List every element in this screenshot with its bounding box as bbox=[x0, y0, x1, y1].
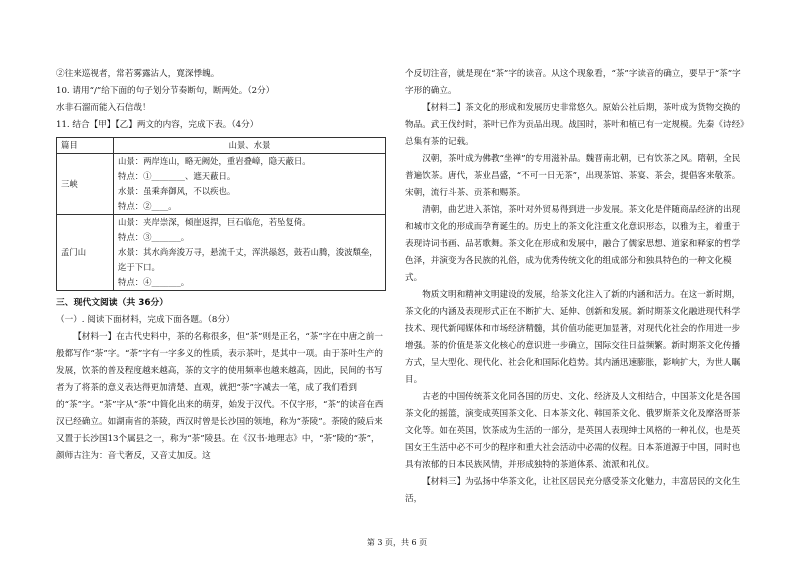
table-line: 特点：②____。 bbox=[118, 201, 177, 211]
page-footer: 第 3 页，共 6 页 bbox=[366, 538, 428, 547]
table-header-title: 篇目 bbox=[57, 138, 114, 154]
table-line: 水景：虽乘奔御风，不以疾也。 bbox=[118, 186, 236, 196]
material-2-paragraph: 【材料二】茶文化的形成和发展历史非常悠久。原始公社后期，茶叶成为货物交换的物品。武王伐纣时，茶叶已作为贡品出现。战国时，茶叶和植已有一定规模。先秦《诗经》总集有茶的记载。 bbox=[405, 103, 745, 147]
table-line: 山景：夹岸崇深，倾崖返捍，巨石临危，若坠复倚。 bbox=[118, 217, 311, 227]
material-1-continued: 个反切注音，就是现在“茶”字的读音。从这个现象看，“茶”字读音的确立，要早于“茶”字字形的确立。 bbox=[405, 69, 741, 96]
q9-item2: ②往来巡视者，常若雾露沾人，寛深悸魄。 bbox=[56, 69, 220, 79]
table-line: 山景：两岸连山，略无阙处，重岩叠嶂，隐天蔽日。 bbox=[118, 156, 311, 166]
material-2-paragraph: 物质文明和精神文明建设的发展，给茶文化注入了新的内涵和活力。在这一新时期，茶文化的内涵及表现形式正在不断扩大、延伸、创新和发展。新时期茶文化融进现代科学技术、现代新闻媒体和市场经济精髓，其价值功能更加显著，对现代化社会的作用进一步增强。茶的价值是茶文化核心的意识进一步确立，国际交往日益频繁。新时期茶文化传播方式，呈大型化、现代化、社会化和国际化趋势。其内涵迅速膨胀，影响扩大，为世人瞩目。 bbox=[405, 290, 741, 385]
table-line: 特点：④_______。 bbox=[118, 277, 190, 287]
scenery-table bbox=[56, 137, 386, 291]
right-column bbox=[405, 66, 745, 508]
subsection-1: （一）. 阅读下面材料，完成下面各题。（8分） bbox=[56, 315, 235, 325]
table-line: 特点：③_______。 bbox=[118, 232, 190, 242]
table-row-content bbox=[114, 215, 386, 291]
material-3: 【材料三】为弘扬中华茶文化，让社区居民充分感受茶文化魅力，丰富居民的文化生活， bbox=[405, 477, 741, 504]
question-10: 10. 请用“/”给下面的句子划分节奏断句，断两处。（2分） bbox=[56, 86, 275, 96]
section-3-title: 三、现代文阅读（共 36分） bbox=[56, 298, 169, 308]
material-2-paragraph: 汉朝，茶叶成为佛教“坐禅”的专用滋补品。魏晋南北朝，已有饮茶之风。隋朝，全民普遍饮茶。唐代，茶业昌盛，“不可一日无茶”，出现茶馆、茶宴、茶会，提倡客来敬茶。宋朝，流行斗茶、贡茶和赐茶。 bbox=[405, 154, 741, 198]
left-column bbox=[56, 66, 386, 465]
table-header-scenery: 山景、水景 bbox=[114, 138, 386, 154]
question-11: 11. 结合【甲】【乙】两文的内容，完成下表。（4分） bbox=[56, 120, 259, 130]
table-row-content bbox=[114, 154, 386, 215]
material-2-paragraph: 清朝，曲艺进入茶馆，茶叶对外贸易得到进一步发展。茶文化是伴随商品经济的出现和城市文化的形成而孕育诞生的。历史上的茶文化注重文化意识形态，以雅为主，着重于表现诗词书画、品茗歌舞。茶文化在形成和发展中，融合了儒家思想、道家和释家的哲学色泽，并演变为各民族的礼俗，成为优秀传统文化的组成部分和独具特色的一种文化模式。 bbox=[405, 205, 741, 283]
question-10-sentence: 水非石溜而能入石信哉！ bbox=[56, 103, 151, 113]
table-row bbox=[57, 154, 386, 215]
table-header-row bbox=[57, 138, 386, 154]
table-line: 水景：其水尚奔浚万寻，悬流千丈，浑洪赑怒，鼓若山腾，浚波頽垒，迄于下口。 bbox=[118, 247, 378, 272]
table-row bbox=[57, 215, 386, 291]
table-row-name: 三峡 bbox=[57, 154, 114, 215]
table-line: 特点：①________、遮天蔽日。 bbox=[118, 171, 236, 181]
table-row-name: 孟门山 bbox=[57, 215, 114, 291]
material-2-paragraph: 古老的中国传统茶文化同各国的历史、文化、经济及人文相结合，中国茶文化是各国茶文化的摇篮，演变成英国茶文化、日本茶文化、韩国茶文化、俄罗斯茶文化及摩洛哥茶文化等。如在英国，饮茶成为生活的一部分，是英国人表现绅士风格的一种礼仪，也是英国女王生活中必不可少的程序和重大社会活动中必需的仪程。日本茶道源于中国，同时也具有浓郁的日本民族风情，并形成独特的茶道体系、流派和礼仪。 bbox=[405, 392, 741, 470]
material-1: 【材料一】在古代史料中，茶的名称很多，但“茶”则是正名，“茶”字在中唐之前一般都写作“荼”字。“荼”字有一字多义的性质，表示茶叶，是其中一项。由于茶叶生产的发展，饮茶的普及程度越来越高，茶的文字的使用频率也越来越高，因此，民间的书写者为了将茶的意义表达得更加清楚、直观，就把“荼”字减去一笔，成了我们看到的“茶”字。“茶”字从“荼”中简化出来的萌芽，始发于汉代。不仅字形，“茶”的读音在西汉已经确立。如湖南省的茶陵，西汉时曾是长沙国的领地，称为“荼陵”。荼陵的陵后来又置于长沙国13个属县之一，称为“荼”陵县。在《汉书·地理志》中，“荼”陵的“荼”，颜师古注为：音弋奢反，又音丈加反。这 bbox=[56, 332, 384, 461]
